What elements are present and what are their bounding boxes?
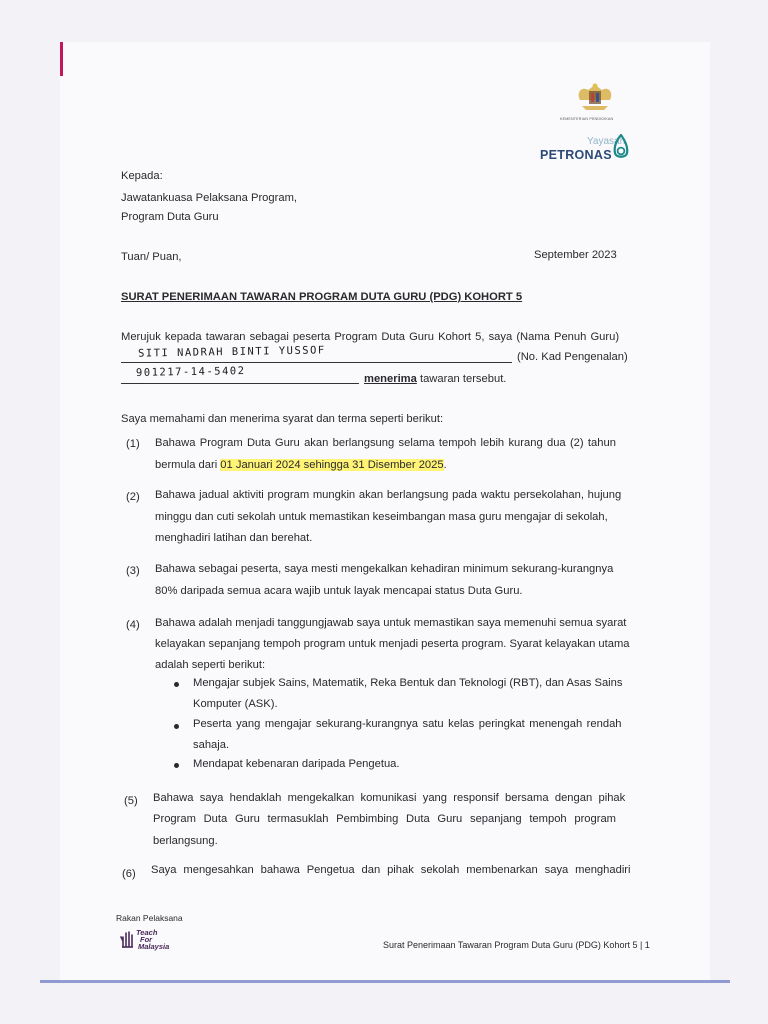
item-number: (5)	[124, 795, 138, 807]
bullet-2-line-2: sahaja.	[193, 739, 230, 751]
item-number: (1)	[126, 438, 140, 450]
letter-date: September 2023	[534, 249, 617, 261]
tfm-word-malaysia: Malaysia	[138, 942, 170, 951]
item-1-line-2	[155, 459, 447, 472]
item-4-line-1: Bahawa adalah menjadi tanggungjawab saya untuk memastikan saya memenuhi semua syarat	[155, 617, 627, 629]
item-number: (2)	[126, 491, 140, 503]
scan-bottom-edge	[40, 980, 730, 983]
partner-label: Rakan Pelaksana	[116, 913, 183, 923]
footer-page-label: Surat Penerimaan Tawaran Program Duta Guru (PDG) Kohort 5 | 1	[383, 940, 650, 950]
bullet-dot	[174, 763, 179, 768]
ic-blank-line	[121, 383, 359, 384]
item-5-line-2: Program Duta Guru termasuklah Pembimbing Duta Guru sepanjang tempoh program	[153, 813, 617, 825]
item-2-line-3: menghadiri latihan dan berehat.	[155, 532, 313, 544]
name-blank-line	[121, 362, 512, 363]
accept-word: menerima	[364, 373, 417, 385]
letter-title: SURAT PENERIMAAN TAWARAN PROGRAM DUTA GURU (PDG) KOHORT 5	[121, 291, 523, 303]
bullet-2-line-1: Peserta yang mengajar sekurang-kurangnya satu kelas peringkat menengah rendah	[193, 718, 622, 730]
ic-label: (No. Kad Pengenalan)	[517, 351, 628, 363]
item-5-line-3: berlangsung.	[153, 835, 218, 847]
terms-lead: Saya memahami dan menerima syarat dan terma seperti berikut:	[121, 413, 444, 425]
accept-rest: tawaran tersebut.	[419, 373, 507, 385]
intro-line: Merujuk kepada tawaran sebagai peserta Program Duta Guru Kohort 5, saya (Nama Penuh Guru)	[121, 331, 620, 343]
item-number: (4)	[126, 619, 140, 631]
item-3-line-1: Bahawa sebagai peserta, saya mesti mengekalkan kehadiran minimum sekurang-kurangnya	[155, 563, 614, 575]
salutation: Tuan/ Puan,	[121, 251, 182, 263]
yayasan-text: Yayasan	[587, 136, 626, 147]
item-1-post: .	[443, 459, 447, 471]
item-5-line-1: Bahawa saya hendaklah mengekalkan komunikasi yang responsif bersama dengan pihak	[153, 792, 626, 804]
recipient-committee: Jawatankuasa Pelaksana Program,	[121, 192, 297, 204]
recipient-program: Program Duta Guru	[121, 211, 219, 223]
programme-dates-highlight: 01 Januari 2024 sehingga 31 Disember 2025	[220, 459, 444, 471]
item-2-line-2: minggu dan cuti sekolah untuk memastikan keseimbangan masa guru mengajar di sekolah,	[155, 511, 608, 523]
kepada-label: Kepada:	[121, 170, 163, 182]
government-crest-icon	[574, 82, 616, 112]
item-1-line-1: Bahawa Program Duta Guru akan berlangsung selama tempoh lebih kurang dua (2) tahun	[155, 437, 616, 449]
bullet-1-line-1: Mengajar subjek Sains, Matematik, Reka Bentuk dan Teknologi (RBT), dan Asas Sains	[193, 677, 623, 689]
bullet-dot	[174, 682, 179, 687]
item-6-line-1: Saya mengesahkan bahawa Pengetua dan pihak sekolah membenarkan saya menghadiri	[151, 864, 631, 876]
bullet-3-line-1: Mendapat kebenaran daripada Pengetua.	[193, 758, 400, 770]
item-4-line-2: kelayakan sepanjang tempoh program untuk menjadi peserta program. Syarat kelayakan utama	[155, 638, 630, 650]
item-3-line-2: 80% daripada semua acara wajib untuk layak mencapai status Duta Guru.	[155, 585, 523, 597]
hand-logo-icon	[120, 928, 136, 948]
crest-caption: KEMENTERIAN PENDIDIKAN	[560, 117, 614, 121]
bullet-1-line-2: Komputer (ASK).	[193, 698, 278, 710]
handwritten-name: SITI NADRAH BINTI YUSSOF	[137, 344, 326, 360]
tfm-word-for: For	[140, 935, 153, 944]
handwritten-ic: 901217-14-5402	[135, 365, 246, 379]
paper-edge-mark	[60, 42, 63, 76]
item-number: (6)	[122, 868, 136, 880]
petronas-logo-icon	[612, 134, 630, 160]
accept-line	[364, 373, 506, 386]
item-4-line-3: adalah seperti berikut:	[155, 659, 266, 671]
tfm-word-teach: Teach	[136, 928, 158, 937]
item-1-pre: bermula dari	[155, 459, 221, 471]
item-2-line-1: Bahawa jadual aktiviti program mungkin akan berlangsung pada waktu persekolahan, hujung	[155, 489, 622, 501]
item-number: (3)	[126, 565, 140, 577]
bullet-dot	[174, 724, 179, 729]
petronas-text: PETRONAS	[540, 148, 612, 162]
